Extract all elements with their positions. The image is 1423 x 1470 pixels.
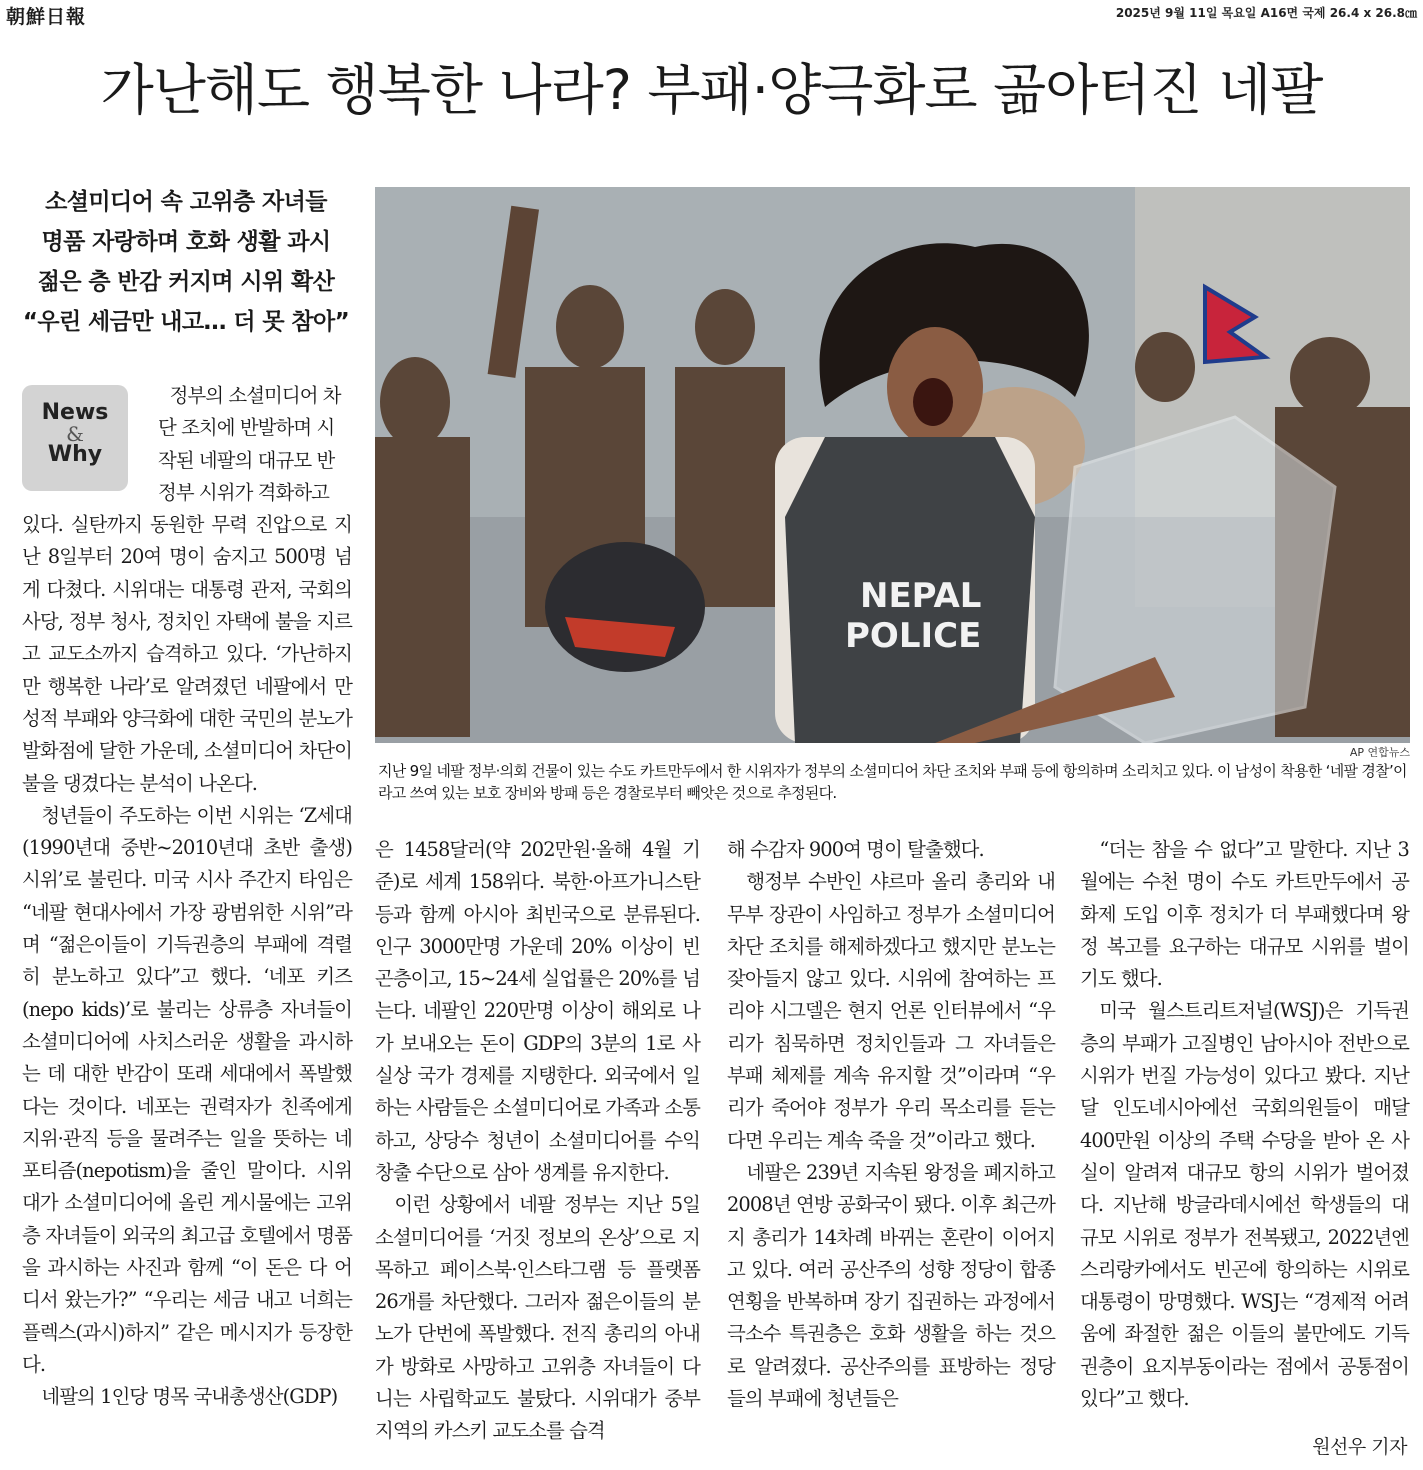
article-column-1 <box>22 380 352 1414</box>
lead-line: 정부의 소셜미디어 차 <box>169 384 341 407</box>
badge-why: Why <box>47 442 103 467</box>
newspaper-masthead: 朝鮮日報 <box>6 6 87 28</box>
article-column-4 <box>1080 834 1409 1415</box>
subheadline: 명품 자랑하며 호화 생활 과시 <box>41 229 331 255</box>
paragraph: 네팔은 239년 지속된 왕정을 폐지하고 2008년 연방 공화국이 됐다. 이후 최근까지 총리가 14차례 바뀌는 혼란이 이어지고 있다. 여러 공산주의 성향 정당이 합종연횡을 반복하며 장기 집권하는 과정에서 극소수 특권층은 호화 생활을 하는 것으로 알려졌다. 공산주의를 표방하는 정당들의 부패에 청년들은 <box>727 1160 1055 1411</box>
paragraph: 행정부 수반인 샤르마 올리 총리와 내무부 장관이 사임하고 정부가 소셜미디어 차단 조치를 해제하겠다고 했지만 분노는 잦아들지 않고 있다. 시위에 참여하는 프리야 시그델은 현지 언론 인터뷰에서 “우리가 침묵하면 정치인들과 그 자녀들은 부패 체제를 계속 유지할 것”이라며 “우리가 죽어야 정부가 우리 목소리를 듣는다면 우리는 계속 죽을 것”이라고 했다. <box>727 870 1055 1152</box>
subheadline: 젊은 층 반감 커지며 시위 확산 <box>37 269 335 295</box>
photo-illustration <box>375 187 1410 743</box>
paragraph: 은 1458달러(약 202만원·올해 4월 기준)로 세계 158위다. 북한·아프가니스탄 등과 함께 아시아 최빈국으로 분류된다. 인구 3000만명 가운데 20% 이상이 빈곤층이고, 15~24세 실업률은 20%를 넘는다. 네팔인 220만명 이상이 해외로 나가 보내오는 돈이 GDP의 3분의 1로 사실상 국가 경제를 지탱한다. 외국에서 일하는 사람들은 소셜미디어로 가족과 소통하고, 상당수 청년이 소셜미디어를 수익 창출 수단으로 삼아 생계를 유지한다. <box>375 838 700 1184</box>
paragraph: “더는 참을 수 없다”고 말한다. 지난 3월에는 수천 명이 수도 카트만두에서 공화제 도입 이후 정치가 더 부패했다며 왕정 복고를 요구하는 대규모 시위를 벌이기도 했다. <box>1080 838 1409 991</box>
photo-caption: 지난 9일 네팔 정부·의회 건물이 있는 수도 카트만두에서 한 시위자가 정부의 소셜미디어 차단 조치와 부패 등에 항의하며 소리치고 있다. 이 남성이 착용한 ‘네팔 경찰’이라고 쓰여 있는 보호 장비와 방패 등은 경찰로부터 빼앗은 것으로 추정된다. <box>378 762 1407 802</box>
paragraph: 네팔의 1인당 명목 국내총생산(GDP) <box>41 1385 338 1409</box>
badge-ampersand: & <box>66 422 84 446</box>
paragraph: 미국 월스트리트저널(WSJ)은 기득권층의 부패가 고질병인 남아시아 전반으로 시위가 번질 가능성이 있다고 봤다. 지난달 인도네시아에선 국회의원들이 매달 400만원 이상의 주택 수당을 받아 온 사실이 알려져 대규모 항의 시위가 벌어졌다. 지난해 방글라데시에선 학생들의 대규모 시위로 정부가 전복됐고, 2022년엔 스리랑카에서도 빈곤에 항의하는 시위로 대통령이 망명했다. WSJ는 “경제적 어려움에 좌절한 젊은 이들의 불만에도 기득권층이 요지부동이라는 점에서 공통점이 있다”고 했다. <box>1080 999 1409 1411</box>
headline: 가난해도 행복한 나라? 부패·양극화로 곪아터진 네팔 <box>100 58 1323 122</box>
paragraph: 청년들이 주도하는 이번 시위는 ‘Z세대(1990년대 중반~2010년대 초반 출생) 시위’로 불린다. 미국 시사 주간지 타임은 “네팔 현대사에서 가장 광범위한 시위”라며 “젊은이들이 기득권층의 부패에 격렬히 분노하고 있다”고 했다. ‘네포 키즈(nepo kids)’로 불리는 상류층 자녀들이 소셜미디어에 사치스러운 생활을 과시하는 데 대한 반감이 또래 세대에서 폭발했다는 것이다. 네포는 권력자가 친족에게 지위·관직 등을 물려주는 일을 뜻하는 네포티즘(nepotism)을 줄인 말이다. 시위대가 소셜미디어에 올린 게시물에는 고위층 자녀들이 외국의 최고급 호텔에서 명품을 과시하는 사진과 함께 “이 돈은 다 어디서 왔는가?” “우리는 세금 내고 너희는 플렉스(과시)하지” 같은 메시지가 등장한다. <box>22 803 352 1376</box>
paragraph: 이런 상황에서 네팔 정부는 지난 5일 소셜미디어를 ‘거짓 정보의 온상’으로 지목하고 페이스북·인스타그램 등 플랫폼 26개를 차단했다. 그러자 젊은이들의 분노가 단번에 폭발했다. 전직 총리의 아내가 방화로 사망하고 고위층 자녀들이 다니는 사립학교도 불탔다. 시위대가 중부 지역의 카스키 교도소를 습격 <box>375 1193 700 1443</box>
lead-wrap <box>22 380 352 509</box>
photo-credit: AP 연합뉴스 <box>1349 746 1410 759</box>
paragraph: 있다. 실탄까지 동원한 무력 진압으로 지난 8일부터 20여 명이 숨지고 500명 넘게 다쳤다. 시위대는 대통령 관저, 국회의사당, 정부 청사, 정치인 자택에 불을 지르고 교도소까지 습격하고 있다. ‘가난하지만 행복한 나라’로 알려졌던 네팔에서 만성적 부패와 양극화에 대한 국민의 분노가 발화점에 달한 가운데, 소셜미디어 차단이 불을 댕겼다는 분석이 나온다. <box>22 513 352 795</box>
article-column-3 <box>727 834 1055 1415</box>
subheadlines <box>14 182 358 342</box>
lead-line: 정부 시위가 격화하고 <box>158 480 330 504</box>
vest-text: NEPAL <box>860 576 982 616</box>
issue-meta: 2025년 9월 11일 목요일 A16면 국제 26.4 x 26.8㎝ <box>1115 6 1417 20</box>
vest-text: POLICE <box>845 616 982 656</box>
badge-news: News <box>41 400 109 425</box>
protest-photo <box>375 187 1410 743</box>
lead-line: 작된 네팔의 대규모 반 <box>158 448 335 472</box>
subheadline: “우린 세금만 내고… 더 못 참아” <box>22 309 350 335</box>
byline: 원선우 기자 <box>1312 1436 1407 1458</box>
subheadline: 소셜미디어 속 고위층 자녀들 <box>45 189 327 215</box>
lead-line: 단 조치에 반발하며 시 <box>158 416 335 440</box>
paragraph: 해 수감자 900여 명이 탈출했다. <box>727 838 984 861</box>
article-column-2 <box>375 834 700 1448</box>
